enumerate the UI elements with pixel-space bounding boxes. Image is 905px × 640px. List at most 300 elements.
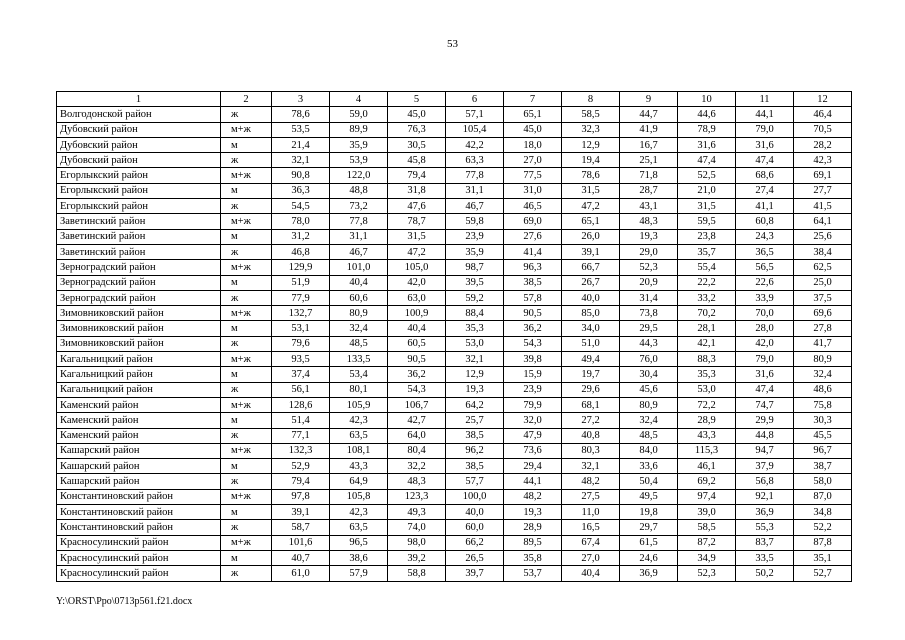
value-cell: 105,0 [388,260,446,275]
column-header: 11 [736,92,794,107]
value-cell: 53,9 [330,153,388,168]
value-cell: 52,2 [794,520,852,535]
value-cell: 64,1 [794,214,852,229]
value-cell: 41,1 [736,199,794,214]
value-cell: 38,7 [794,459,852,474]
district-name-cell: Волгодонской район [57,107,221,122]
table-row [57,336,852,351]
value-cell: 70,5 [794,122,852,137]
column-header: 9 [620,92,678,107]
value-cell: 62,5 [794,260,852,275]
value-cell: 53,7 [504,566,562,581]
value-cell: 32,4 [794,367,852,382]
sex-cell: м+ж [221,168,272,183]
value-cell: 27,0 [504,153,562,168]
table-row [57,413,852,428]
district-name-cell: Кашарский район [57,474,221,489]
value-cell: 26,0 [562,229,620,244]
value-cell: 52,9 [272,459,330,474]
value-cell: 101,6 [272,535,330,550]
value-cell: 58,5 [562,107,620,122]
value-cell: 58,7 [272,520,330,535]
sex-cell: м [221,505,272,520]
value-cell: 33,9 [736,290,794,305]
table-row [57,550,852,565]
table-row [57,183,852,198]
value-cell: 41,9 [620,122,678,137]
value-cell: 65,1 [504,107,562,122]
value-cell: 47,6 [388,199,446,214]
column-header: 2 [221,92,272,107]
value-cell: 45,0 [388,107,446,122]
value-cell: 46,7 [330,244,388,259]
sex-cell: м+ж [221,214,272,229]
value-cell: 48,5 [330,336,388,351]
value-cell: 19,7 [562,367,620,382]
value-cell: 69,2 [678,474,736,489]
value-cell: 43,1 [620,199,678,214]
table-row [57,260,852,275]
column-header: 5 [388,92,446,107]
value-cell: 38,4 [794,244,852,259]
value-cell: 35,1 [794,550,852,565]
value-cell: 105,4 [446,122,504,137]
value-cell: 85,0 [562,306,620,321]
value-cell: 54,3 [388,382,446,397]
value-cell: 101,0 [330,260,388,275]
value-cell: 66,7 [562,260,620,275]
value-cell: 58,5 [678,520,736,535]
district-name-cell: Красносулинский район [57,550,221,565]
value-cell: 27,0 [562,550,620,565]
table-row [57,137,852,152]
value-cell: 27,6 [504,229,562,244]
column-header: 1 [57,92,221,107]
value-cell: 44,6 [678,107,736,122]
value-cell: 28,0 [736,321,794,336]
value-cell: 53,4 [330,367,388,382]
value-cell: 36,9 [620,566,678,581]
value-cell: 30,5 [388,137,446,152]
value-cell: 87,8 [794,535,852,550]
value-cell: 133,5 [330,352,388,367]
value-cell: 45,0 [504,122,562,137]
value-cell: 36,2 [388,367,446,382]
table-row [57,275,852,290]
sex-cell: ж [221,474,272,489]
value-cell: 32,3 [562,122,620,137]
value-cell: 48,3 [620,214,678,229]
value-cell: 19,8 [620,505,678,520]
district-name-cell: Константиновский район [57,489,221,504]
value-cell: 44,8 [736,428,794,443]
value-cell: 42,0 [736,336,794,351]
district-name-cell: Каменский район [57,413,221,428]
sex-cell: ж [221,199,272,214]
district-name-cell: Зимовниковский район [57,336,221,351]
value-cell: 69,0 [504,214,562,229]
value-cell: 33,5 [736,550,794,565]
value-cell: 78,7 [388,214,446,229]
value-cell: 89,9 [330,122,388,137]
value-cell: 80,9 [620,397,678,412]
value-cell: 35,3 [678,367,736,382]
value-cell: 48,2 [562,474,620,489]
district-name-cell: Зимовниковский район [57,321,221,336]
value-cell: 128,6 [272,397,330,412]
value-cell: 63,0 [388,290,446,305]
value-cell: 32,0 [504,413,562,428]
sex-cell: м [221,321,272,336]
value-cell: 22,2 [678,275,736,290]
value-cell: 27,4 [736,183,794,198]
value-cell: 40,7 [272,550,330,565]
value-cell: 19,3 [446,382,504,397]
value-cell: 45,5 [794,428,852,443]
value-cell: 68,6 [736,168,794,183]
value-cell: 23,9 [446,229,504,244]
sex-cell: м+ж [221,443,272,458]
value-cell: 33,2 [678,290,736,305]
value-cell: 27,2 [562,413,620,428]
value-cell: 52,3 [620,260,678,275]
value-cell: 40,4 [388,321,446,336]
value-cell: 105,9 [330,397,388,412]
value-cell: 31,6 [736,137,794,152]
value-cell: 90,8 [272,168,330,183]
value-cell: 31,8 [388,183,446,198]
value-cell: 79,4 [272,474,330,489]
value-cell: 88,4 [446,306,504,321]
value-cell: 27,5 [562,489,620,504]
value-cell: 56,5 [736,260,794,275]
value-cell: 64,0 [388,428,446,443]
value-cell: 48,8 [330,183,388,198]
value-cell: 40,4 [562,566,620,581]
value-cell: 25,0 [794,275,852,290]
value-cell: 77,5 [504,168,562,183]
value-cell: 31,0 [504,183,562,198]
sex-cell: ж [221,382,272,397]
sex-cell: м+ж [221,489,272,504]
value-cell: 54,5 [272,199,330,214]
sex-cell: ж [221,520,272,535]
value-cell: 26,5 [446,550,504,565]
value-cell: 31,6 [736,367,794,382]
value-cell: 60,8 [736,214,794,229]
value-cell: 39,1 [272,505,330,520]
value-cell: 77,8 [330,214,388,229]
district-name-cell: Зерноградский район [57,260,221,275]
value-cell: 97,8 [272,489,330,504]
value-cell: 40,8 [562,428,620,443]
value-cell: 25,6 [794,229,852,244]
value-cell: 89,5 [504,535,562,550]
value-cell: 48,3 [388,474,446,489]
value-cell: 46,8 [272,244,330,259]
value-cell: 80,1 [330,382,388,397]
value-cell: 68,1 [562,397,620,412]
district-name-cell: Кашарский район [57,443,221,458]
value-cell: 132,7 [272,306,330,321]
district-name-cell: Егорлыкский район [57,199,221,214]
value-cell: 30,4 [620,367,678,382]
value-cell: 64,9 [330,474,388,489]
value-cell: 73,2 [330,199,388,214]
value-cell: 96,5 [330,535,388,550]
value-cell: 60,0 [446,520,504,535]
value-cell: 71,8 [620,168,678,183]
value-cell: 55,3 [736,520,794,535]
value-cell: 31,5 [562,183,620,198]
value-cell: 108,1 [330,443,388,458]
value-cell: 36,9 [736,505,794,520]
value-cell: 35,7 [678,244,736,259]
value-cell: 83,7 [736,535,794,550]
value-cell: 12,9 [562,137,620,152]
value-cell: 57,9 [330,566,388,581]
value-cell: 77,9 [272,290,330,305]
value-cell: 41,7 [794,336,852,351]
value-cell: 70,0 [736,306,794,321]
value-cell: 42,3 [330,505,388,520]
sex-cell: м [221,275,272,290]
value-cell: 79,0 [736,352,794,367]
district-name-cell: Зерноградский район [57,290,221,305]
table-row [57,443,852,458]
value-cell: 55,4 [678,260,736,275]
district-name-cell: Константиновский район [57,505,221,520]
value-cell: 84,0 [620,443,678,458]
value-cell: 63,3 [446,153,504,168]
value-cell: 41,5 [794,199,852,214]
district-name-cell: Зимовниковский район [57,306,221,321]
sex-cell: м [221,183,272,198]
sex-cell: м [221,413,272,428]
value-cell: 70,2 [678,306,736,321]
value-cell: 49,3 [388,505,446,520]
value-cell: 47,2 [388,244,446,259]
district-name-cell: Константиновский район [57,520,221,535]
value-cell: 31,2 [272,229,330,244]
value-cell: 29,4 [504,459,562,474]
value-cell: 48,2 [504,489,562,504]
sex-cell: ж [221,290,272,305]
sex-cell: м+ж [221,306,272,321]
value-cell: 42,2 [446,137,504,152]
value-cell: 40,0 [562,290,620,305]
value-cell: 52,3 [678,566,736,581]
value-cell: 44,7 [620,107,678,122]
sex-cell: м+ж [221,260,272,275]
district-name-cell: Егорлыкский район [57,183,221,198]
value-cell: 56,1 [272,382,330,397]
value-cell: 25,1 [620,153,678,168]
value-cell: 72,2 [678,397,736,412]
value-cell: 45,8 [388,153,446,168]
value-cell: 46,7 [446,199,504,214]
value-cell: 122,0 [330,168,388,183]
value-cell: 52,5 [678,168,736,183]
value-cell: 29,0 [620,244,678,259]
table-row [57,306,852,321]
value-cell: 32,2 [388,459,446,474]
value-cell: 92,1 [736,489,794,504]
table-row [57,352,852,367]
value-cell: 129,9 [272,260,330,275]
value-cell: 22,6 [736,275,794,290]
table-row [57,244,852,259]
value-cell: 59,8 [446,214,504,229]
value-cell: 51,9 [272,275,330,290]
value-cell: 90,5 [388,352,446,367]
district-name-cell: Дубовский район [57,122,221,137]
value-cell: 31,4 [620,290,678,305]
value-cell: 58,0 [794,474,852,489]
district-name-cell: Кагальницкий район [57,382,221,397]
value-cell: 76,3 [388,122,446,137]
value-cell: 35,8 [504,550,562,565]
value-cell: 74,0 [388,520,446,535]
value-cell: 24,3 [736,229,794,244]
table-row [57,535,852,550]
value-cell: 47,2 [562,199,620,214]
value-cell: 36,2 [504,321,562,336]
value-cell: 106,7 [388,397,446,412]
district-name-cell: Каменский район [57,397,221,412]
column-header: 10 [678,92,736,107]
table-row [57,122,852,137]
district-name-cell: Егорлыкский район [57,168,221,183]
value-cell: 29,5 [620,321,678,336]
value-cell: 42,1 [678,336,736,351]
value-cell: 21,0 [678,183,736,198]
column-header: 7 [504,92,562,107]
value-cell: 43,3 [330,459,388,474]
value-cell: 31,6 [678,137,736,152]
value-cell: 38,5 [446,459,504,474]
value-cell: 132,3 [272,443,330,458]
value-cell: 50,4 [620,474,678,489]
value-cell: 40,4 [330,275,388,290]
value-cell: 49,5 [620,489,678,504]
value-cell: 28,9 [678,413,736,428]
value-cell: 94,7 [736,443,794,458]
value-cell: 69,6 [794,306,852,321]
value-cell: 28,2 [794,137,852,152]
table-row [57,367,852,382]
table-row [57,153,852,168]
value-cell: 53,0 [678,382,736,397]
value-cell: 39,5 [446,275,504,290]
value-cell: 16,7 [620,137,678,152]
table-body [57,107,852,581]
sex-cell: ж [221,566,272,581]
sex-cell: м+ж [221,535,272,550]
value-cell: 38,6 [330,550,388,565]
value-cell: 40,0 [446,505,504,520]
value-cell: 53,1 [272,321,330,336]
value-cell: 78,6 [272,107,330,122]
district-name-cell: Зерноградский район [57,275,221,290]
column-header: 6 [446,92,504,107]
value-cell: 42,0 [388,275,446,290]
value-cell: 32,4 [330,321,388,336]
value-cell: 52,7 [794,566,852,581]
value-cell: 48,6 [794,382,852,397]
value-cell: 32,1 [272,153,330,168]
value-cell: 75,8 [794,397,852,412]
value-cell: 19,4 [562,153,620,168]
value-cell: 80,4 [388,443,446,458]
value-cell: 11,0 [562,505,620,520]
value-cell: 12,9 [446,367,504,382]
value-cell: 23,8 [678,229,736,244]
value-cell: 80,9 [330,306,388,321]
table-row [57,566,852,581]
value-cell: 46,4 [794,107,852,122]
value-cell: 19,3 [620,229,678,244]
value-cell: 43,3 [678,428,736,443]
value-cell: 42,7 [388,413,446,428]
value-cell: 26,7 [562,275,620,290]
value-cell: 59,0 [330,107,388,122]
value-cell: 29,6 [562,382,620,397]
column-header: 3 [272,92,330,107]
value-cell: 44,1 [504,474,562,489]
table-row [57,505,852,520]
value-cell: 87,0 [794,489,852,504]
value-cell: 28,7 [620,183,678,198]
value-cell: 33,6 [620,459,678,474]
sex-cell: ж [221,153,272,168]
value-cell: 29,7 [620,520,678,535]
value-cell: 64,2 [446,397,504,412]
value-cell: 76,0 [620,352,678,367]
value-cell: 96,2 [446,443,504,458]
value-cell: 32,1 [562,459,620,474]
district-name-cell: Кагальницкий район [57,367,221,382]
value-cell: 78,9 [678,122,736,137]
value-cell: 27,8 [794,321,852,336]
value-cell: 25,7 [446,413,504,428]
value-cell: 36,5 [736,244,794,259]
value-cell: 61,0 [272,566,330,581]
value-cell: 47,4 [736,382,794,397]
value-cell: 96,7 [794,443,852,458]
value-cell: 31,1 [330,229,388,244]
value-cell: 29,9 [736,413,794,428]
value-cell: 123,3 [388,489,446,504]
column-header: 4 [330,92,388,107]
value-cell: 50,2 [736,566,794,581]
district-name-cell: Кашарский район [57,459,221,474]
table-row [57,107,852,122]
sex-cell: м [221,459,272,474]
table-row [57,321,852,336]
district-name-cell: Дубовский район [57,153,221,168]
value-cell: 39,7 [446,566,504,581]
value-cell: 24,6 [620,550,678,565]
value-cell: 20,9 [620,275,678,290]
value-cell: 69,1 [794,168,852,183]
table-row [57,397,852,412]
district-name-cell: Кагальницкий район [57,352,221,367]
value-cell: 79,9 [504,397,562,412]
district-name-cell: Каменский район [57,428,221,443]
sex-cell: ж [221,244,272,259]
value-cell: 42,3 [794,153,852,168]
